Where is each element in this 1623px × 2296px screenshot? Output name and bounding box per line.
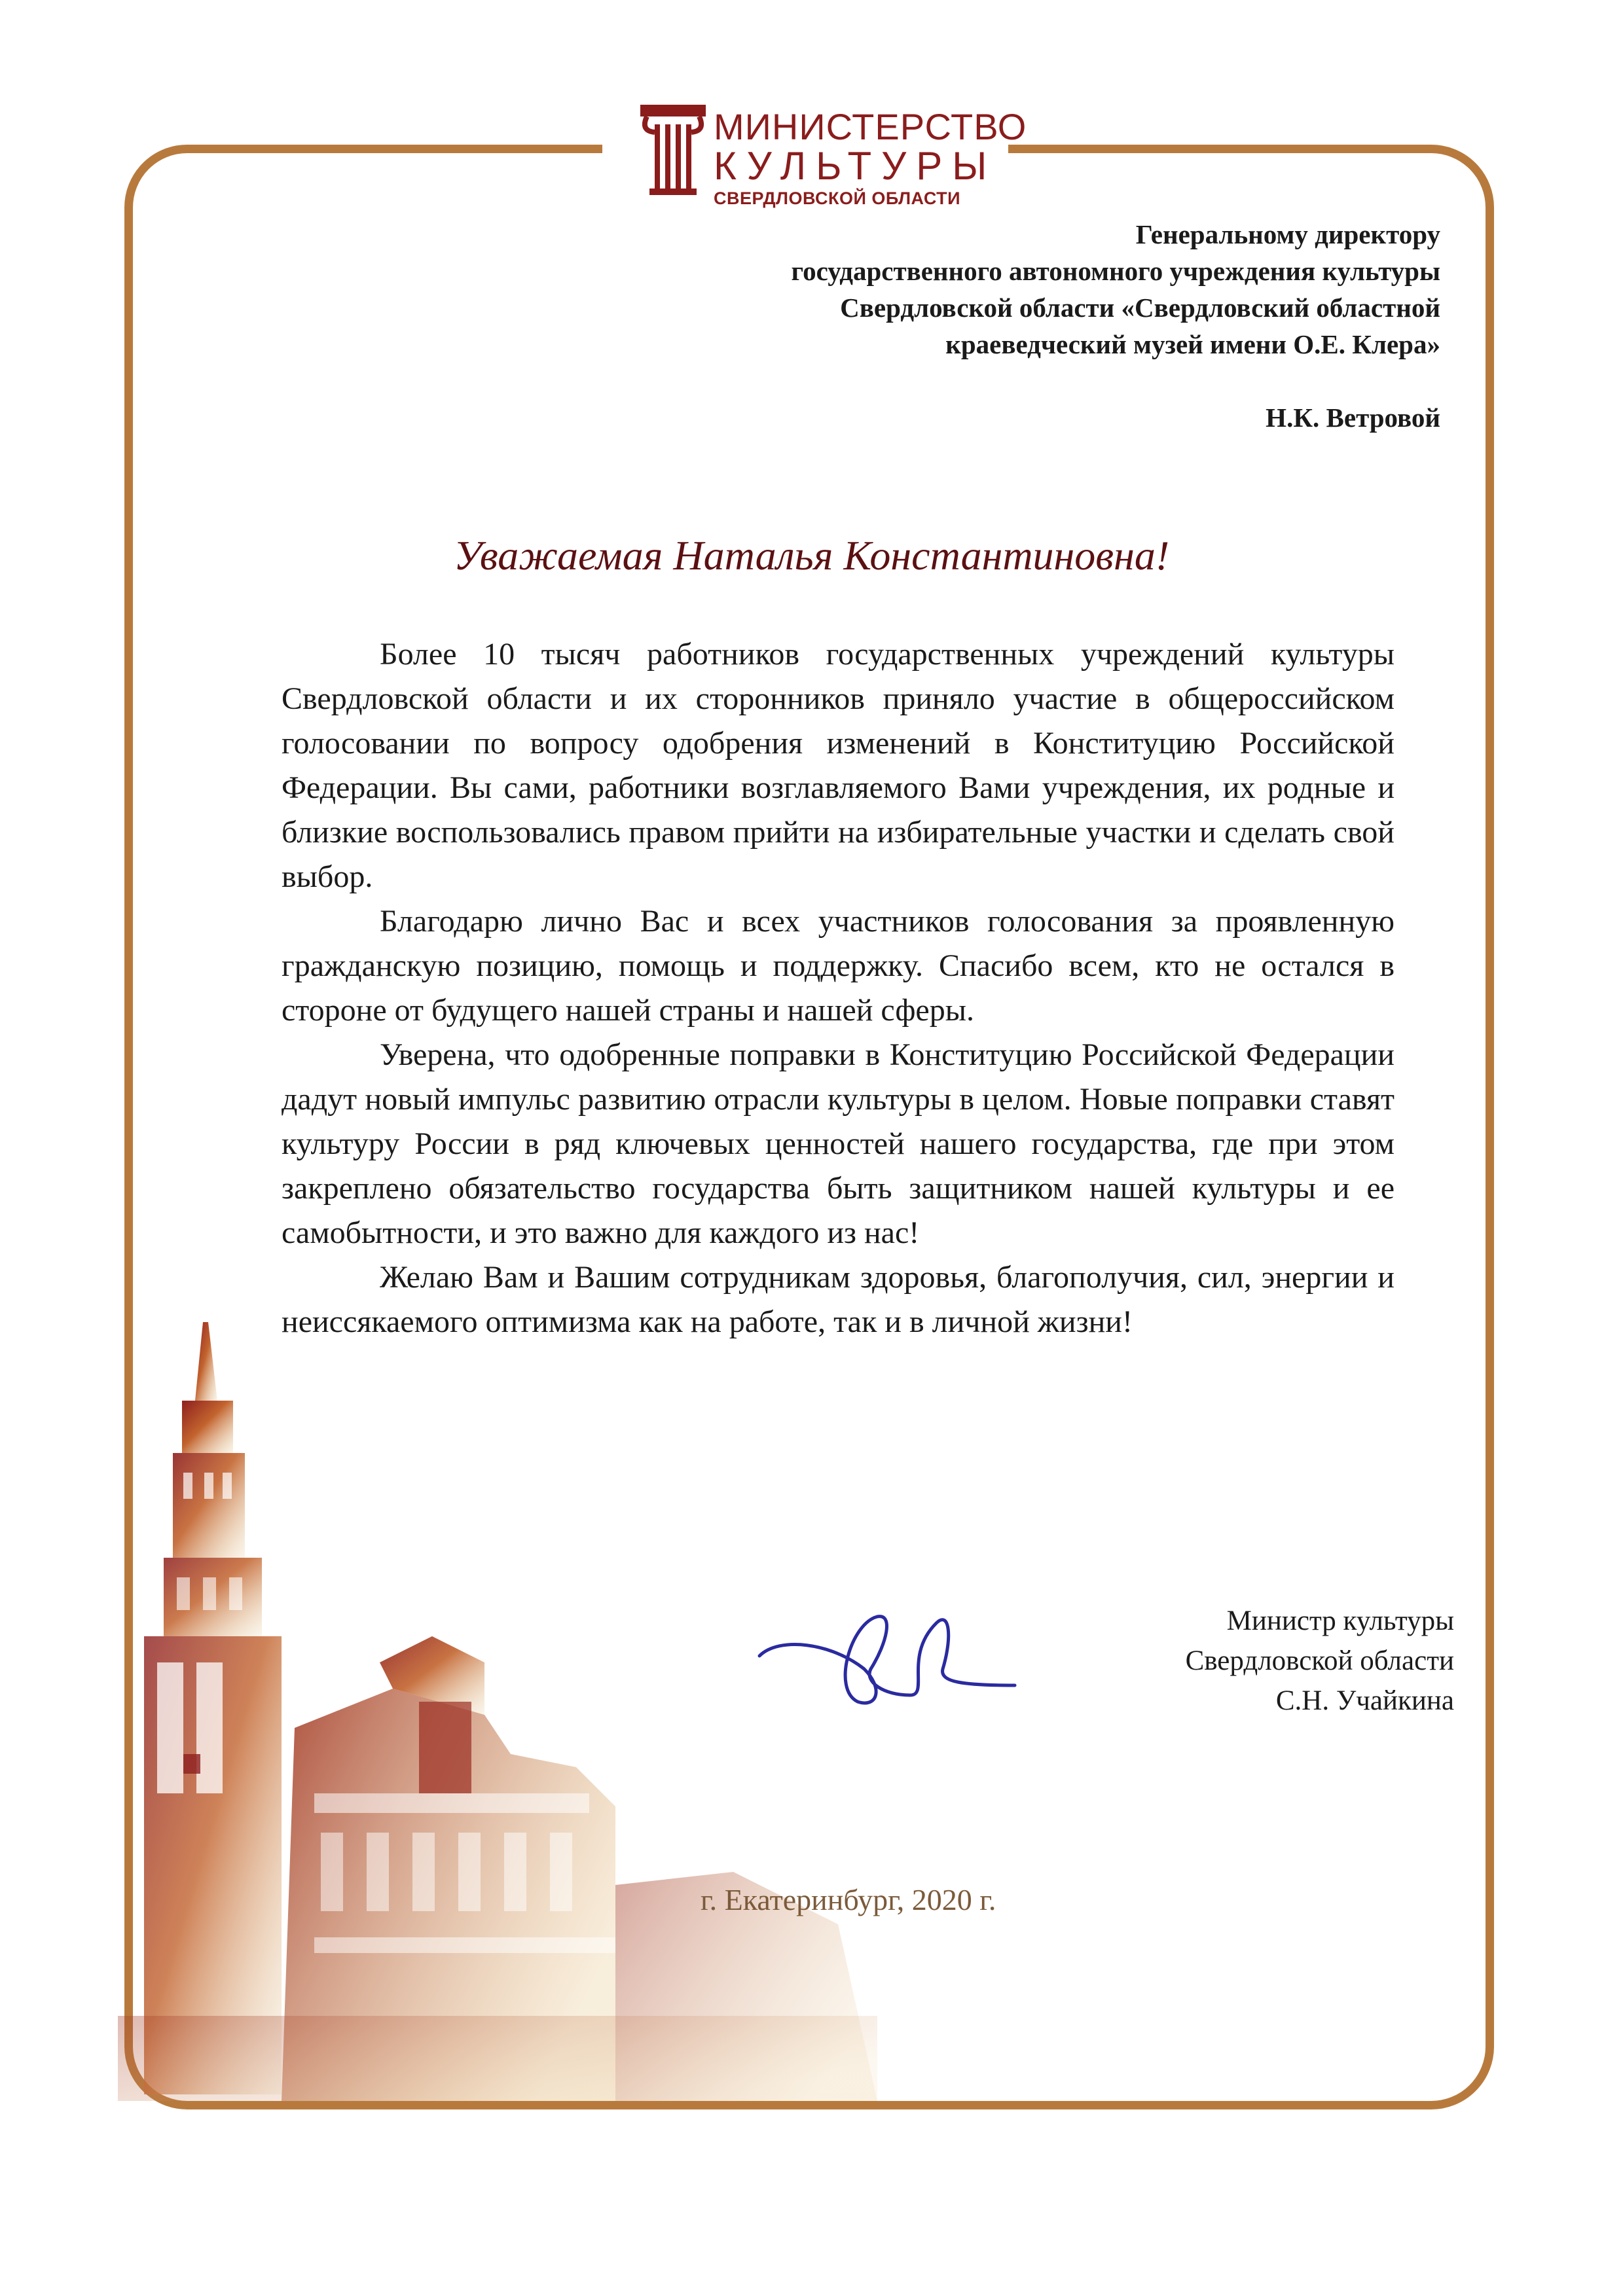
city-date: г. Екатеринбург, 2020 г. (701, 1883, 996, 1916)
paragraph: Благодарю лично Вас и всех участников голосования за проявленную гражданскую позицию, помощь и поддержку. Спасибо всем, кто не остался в стороне от будущего нашей страны и нашей сферы. (282, 904, 1395, 1028)
addressee-line: Свердловской области «Свердловский областной (840, 293, 1440, 323)
paragraph: Желаю Вам и Вашим сотрудникам здоровья, благополучия, сил, энергии и неиссякаемого оптимизма как на работе, так и в личной жизни! (282, 1260, 1395, 1339)
paragraph: Более 10 тысяч работников государственных учреждений культуры Свердловской области и их сторонников приняло участие в общероссийском голосовании по вопросу одобрения изменений в Конституцию Российской Федерации. Вы сами, работники возглавляемого Вами учреждения, их родные и близкие воспользовались правом прийти на избирательные участки и сделать свой выбор. (282, 637, 1395, 894)
addressee-block (524, 216, 1440, 436)
letter-body (282, 632, 1395, 1344)
logo-line-1: МИНИСТЕРСТВО (714, 106, 1027, 147)
signer-title: Свердловской области (1185, 1645, 1454, 1676)
signature-image (753, 1597, 1028, 1728)
signer-name: С.Н. Учайкина (1275, 1685, 1454, 1716)
addressee-line: государственного автономного учреждения культуры (791, 256, 1440, 286)
salutation: Уважаемая Наталья Константиновна! (453, 532, 1170, 579)
paragraph: Уверена, что одобренные поправки в Конституцию Российской Федерации дадут новый импульс развитию отрасли культуры в целом. Новые поправки ставят культуру России в ряд ключевых ценностей нашего государства, где при этом закреплено обязательство государства быть защитником нашей культуры и ее самобытности, и это важно для каждого из нас! (282, 1037, 1395, 1250)
addressee-line: Генеральному директору (1135, 219, 1440, 249)
column-logo-icon (640, 105, 706, 196)
signer-title: Министр культуры (1226, 1605, 1454, 1636)
logo-line-2: КУЛЬТУРЫ (714, 144, 997, 188)
ministry-logo (602, 98, 1027, 209)
signer-block (996, 1601, 1454, 1721)
logo-line-3: СВЕРДЛОВСКОЙ ОБЛАСТИ (714, 188, 961, 208)
addressee-name: Н.К. Ветровой (1266, 403, 1440, 433)
addressee-line: краеведческий музей имени О.Е. Клера» (945, 329, 1440, 359)
